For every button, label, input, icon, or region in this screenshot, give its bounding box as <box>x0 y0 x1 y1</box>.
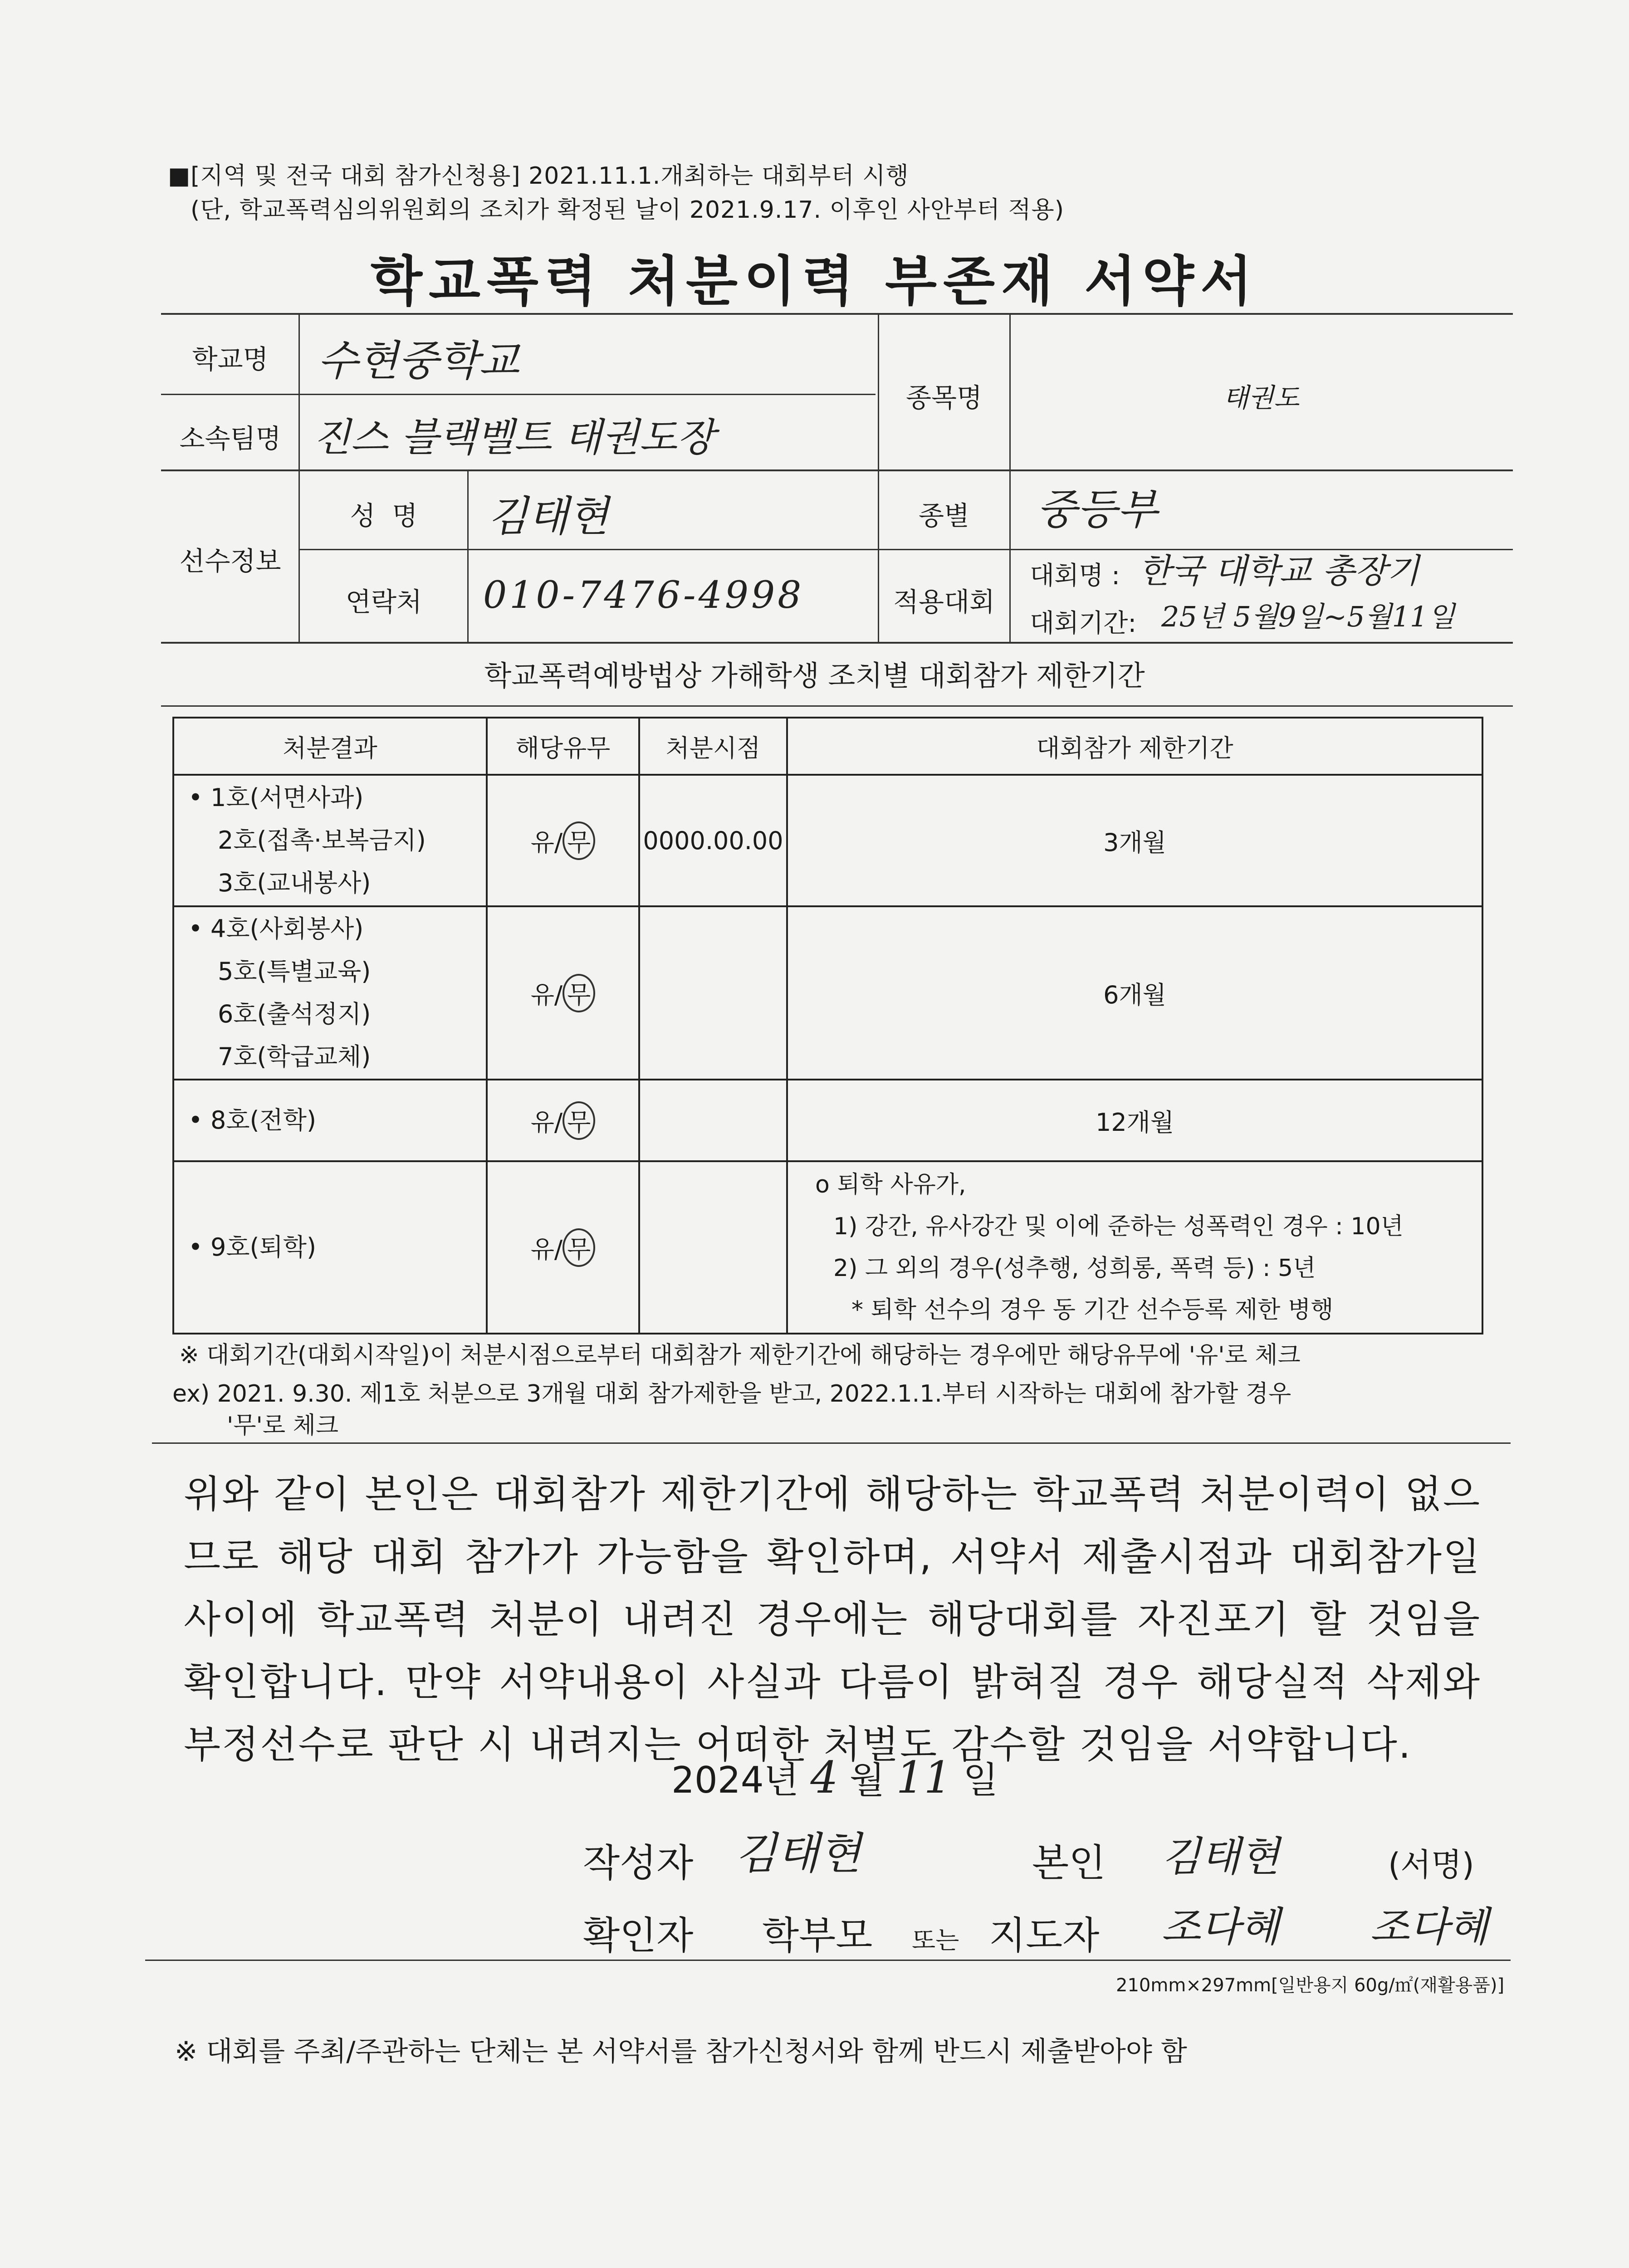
date-day-label: 일 <box>963 1759 998 1801</box>
notice-line-1: ■[지역 및 전국 대회 참가신청용] 2021.11.1.개최하는 대회부터 시행 <box>168 162 909 190</box>
competition-label: 적용대회 <box>893 587 995 617</box>
header-period: 대회참가 제한기간 <box>787 718 1482 775</box>
circled-mark: 무 <box>563 821 595 860</box>
date-cell <box>639 906 787 1080</box>
date-cell: 0000.00.00 <box>639 775 787 906</box>
date-month-value: 4 <box>810 1752 838 1803</box>
measures-cell <box>173 775 487 906</box>
measures-cell <box>173 906 487 1080</box>
division-label: 종별 <box>918 500 970 531</box>
contact-value: 010-7476-4998 <box>483 574 804 617</box>
team-label: 소속팀명 <box>179 423 281 454</box>
footer-note: ※ 대회를 주최/주관하는 단체는 본 서약서를 참가신청서와 함께 반드시 제출받아야 함 <box>175 2036 1187 2068</box>
coach-signature: 조다혜 <box>1370 1903 1488 1951</box>
restriction-table <box>172 717 1483 1334</box>
expulsion-case-1: 1) 강간, 유사강간 및 이에 준하는 성폭력인 경우 : 10년 <box>833 1213 1404 1240</box>
date-cell <box>639 1080 787 1161</box>
comp-name-label: 대회명 : <box>1030 561 1120 591</box>
applicable-cell <box>487 1161 639 1334</box>
applicable-cell <box>487 906 639 1080</box>
seal-label: (서명) <box>1388 1846 1474 1883</box>
circled-mark: 무 <box>563 974 595 1012</box>
team-value: 진스 블랙벨트 태권도장 <box>313 415 715 460</box>
signing-date <box>671 1751 998 1803</box>
measure-item: • 1호(서면사과) <box>175 777 485 819</box>
header-date: 처분시점 <box>639 718 787 775</box>
restriction-title: 학교폭력예방법상 가해학생 조치별 대회참가 제한기간 <box>484 659 1145 692</box>
event-label: 종목명 <box>905 382 983 413</box>
school-label: 학교명 <box>192 344 269 375</box>
comp-period-label: 대회기간: <box>1030 609 1137 638</box>
measure-item: • 8호(전학) <box>175 1099 485 1142</box>
yn-prefix: 유/ <box>530 828 563 857</box>
measure-item: 2호(접촉·보복금지) <box>218 826 426 855</box>
contact-label: 연락처 <box>345 587 422 617</box>
confirmer-label: 확인자 <box>583 1913 694 1958</box>
writer-label: 작성자 <box>583 1841 694 1885</box>
measures-cell <box>173 1161 487 1334</box>
note-3: '무'로 체크 <box>227 1412 339 1439</box>
circled-mark: 무 <box>563 1228 595 1267</box>
yn-prefix: 유/ <box>530 1108 563 1137</box>
event-value: 태권도 <box>1223 382 1300 413</box>
self-value: 김태현 <box>1161 1833 1280 1881</box>
measures-cell <box>173 1080 487 1161</box>
table-row <box>173 775 1482 906</box>
coach-label: 지도자 <box>989 1913 1100 1958</box>
expulsion-note: * 퇴학 선수의 경우 동 기간 선수등록 제한 병행 <box>851 1296 1334 1324</box>
table-row <box>173 1080 1482 1161</box>
division-value: 중등부 <box>1037 485 1158 534</box>
applicable-cell <box>487 1080 639 1161</box>
period-cell: 3개월 <box>787 775 1482 906</box>
paper-spec: 210mm×297mm[일반용지 60g/㎡(재활용품)] <box>1116 1975 1505 1996</box>
document-title: 학교폭력 처분이력 부존재 서약서 <box>370 250 1259 313</box>
note-2: ex) 2021. 9.30. 제1호 처분으로 3개월 대회 참가제한을 받고, 2022.1.1.부터 시작하는 대회에 참가할 경우 <box>172 1380 1291 1408</box>
declaration-text: 위와 같이 본인은 대회참가 제한기간에 해당하는 학교폭력 처분이력이 없으므로 해당 대회 참가가 가능함을 확인하며, 서약서 제출시점과 대회참가일 사이에 학교폭력 처분이 내려진 경우에는 해당대회를 자진포기 할 것임을 확인합니다. 만약 서약내용이 사실과 다름이 밝혀질 경우 해당실적 삭제와 부정선수로 판단 시 내려지는 어떠한 처벌도 감수할 것임을 서약합니다. <box>184 1472 1481 1767</box>
notice-line-2: (단, 학교폭력심의위원회의 조치가 확정된 날이 2021.9.17. 이후인 사안부터 적용) <box>191 196 1065 224</box>
measure-item: • 4호(사회봉사) <box>175 908 485 950</box>
self-label: 본인 <box>1032 1841 1106 1885</box>
yn-prefix: 유/ <box>530 1235 563 1264</box>
note-1: ※ 대회기간(대회시작일)이 처분시점으로부터 대회참가 제한기간에 해당하는 경우에만 해당유무에 '유'로 체크 <box>179 1342 1301 1369</box>
name-label: 성 명 <box>350 500 418 531</box>
measure-item: 7호(학급교체) <box>218 1042 371 1071</box>
name-value: 김태현 <box>488 492 609 541</box>
expulsion-case-2: 2) 그 외의 경우(성추행, 성희롱, 폭력 등) : 5년 <box>833 1255 1316 1282</box>
applicable-cell <box>487 775 639 906</box>
circled-mark: 무 <box>563 1101 595 1140</box>
header-result: 처분결과 <box>173 718 487 775</box>
comp-period-value: 25년 5월9일~5월11일 <box>1161 600 1455 633</box>
table-header-row <box>173 718 1482 775</box>
date-year: 2024년 <box>671 1759 799 1801</box>
coach-value: 조다혜 <box>1161 1903 1280 1951</box>
or-label: 또는 <box>912 1926 959 1955</box>
table-row <box>173 906 1482 1080</box>
comp-name-value: 한국 대학교 총장기 <box>1139 552 1419 591</box>
measure-item: 5호(특별교육) <box>218 957 371 986</box>
period-cell: 12개월 <box>787 1080 1482 1161</box>
parent-label: 학부모 <box>762 1913 873 1958</box>
period-cell: 6개월 <box>787 906 1482 1080</box>
writer-value: 김태현 <box>735 1828 861 1879</box>
table-row <box>173 1161 1482 1334</box>
measure-item: 3호(교내봉사) <box>218 869 371 897</box>
athlete-info-label: 선수정보 <box>179 546 281 577</box>
measure-item: 6호(출석정지) <box>218 1000 371 1028</box>
expulsion-reason: o 퇴학 사유가, <box>815 1171 966 1198</box>
date-month-label: 월 <box>849 1759 885 1801</box>
period-cell <box>787 1161 1482 1334</box>
yn-prefix: 유/ <box>530 980 563 1009</box>
school-value: 수현중학교 <box>318 337 519 385</box>
date-day-value: 11 <box>896 1752 952 1803</box>
date-cell <box>639 1161 787 1334</box>
measure-item: • 9호(퇴학) <box>175 1226 485 1269</box>
header-applicable: 해당유무 <box>487 718 639 775</box>
